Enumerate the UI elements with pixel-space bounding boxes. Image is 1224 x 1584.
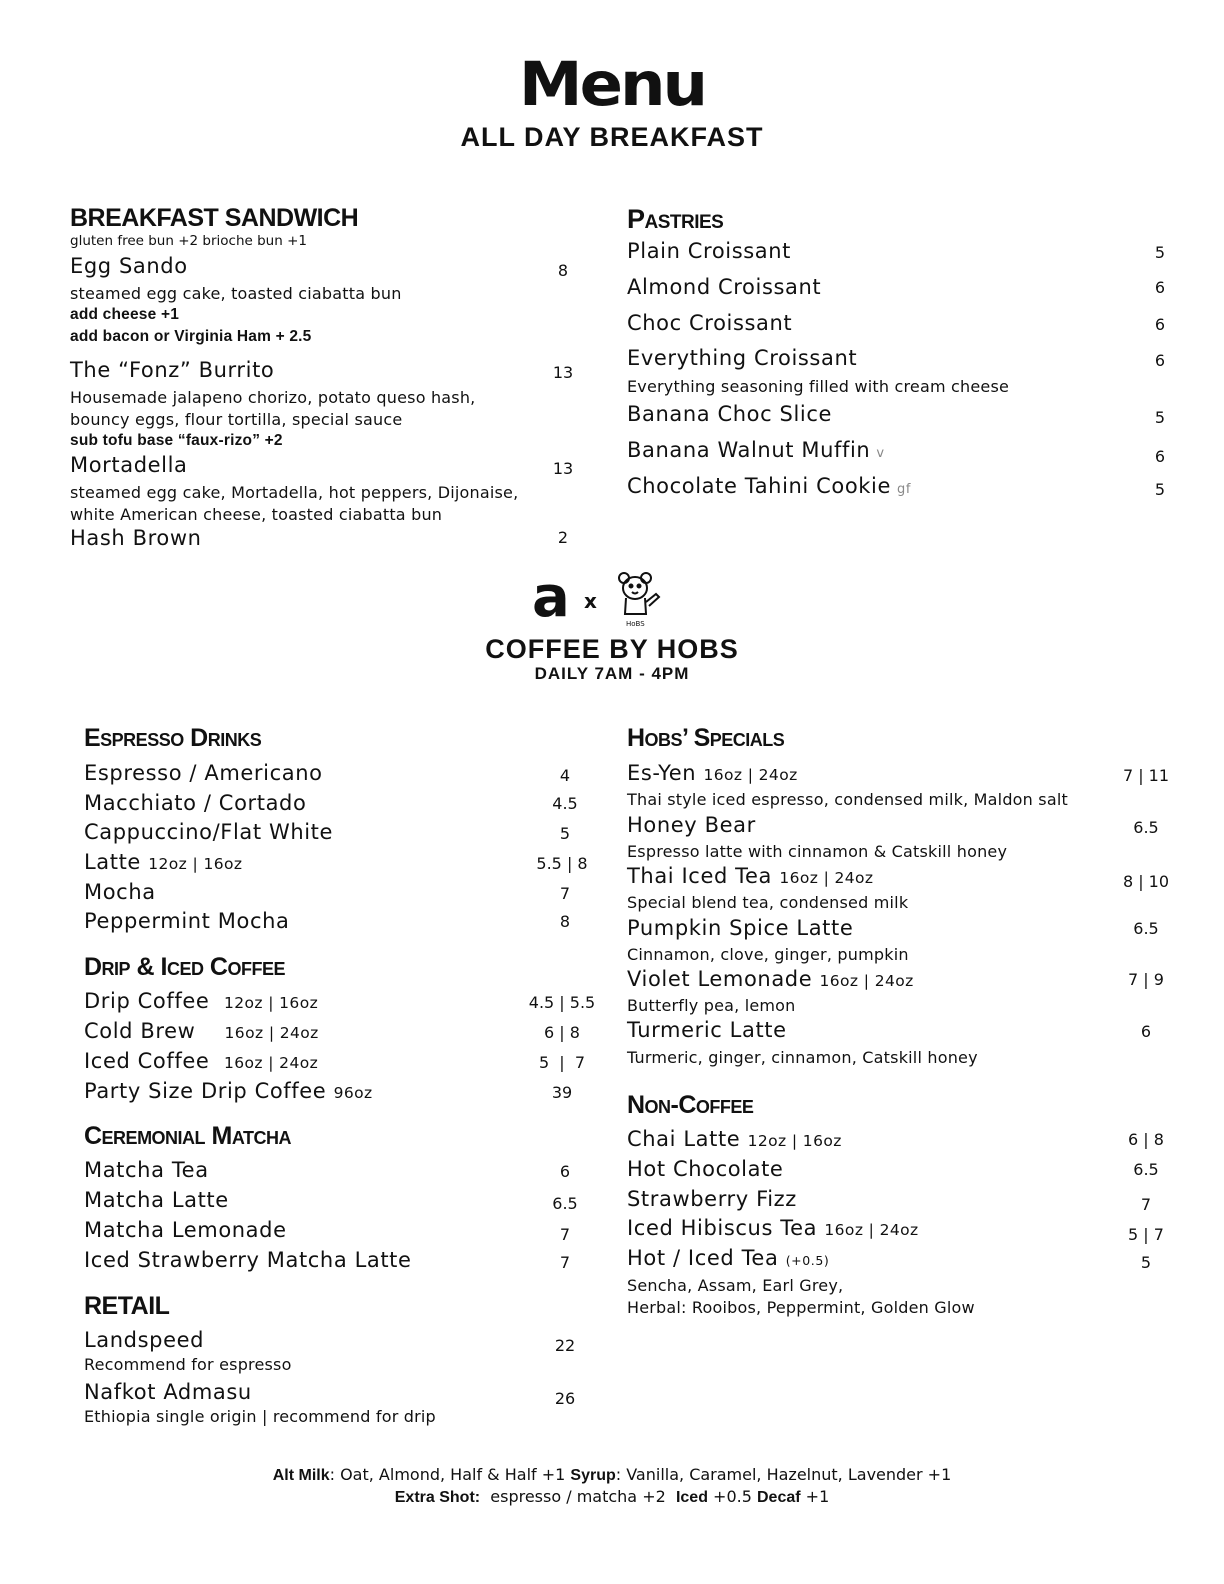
menu-item-price: 13 [552, 459, 574, 478]
menu-item-label: Hot / Iced Tea [627, 1246, 779, 1270]
menu-item-price: 7 | 11 [1122, 766, 1170, 785]
menu-item-price: 6 [559, 1162, 571, 1181]
menu-item-price: 8 | 10 [1122, 872, 1170, 891]
iced-text: +0.5 [707, 1487, 757, 1506]
menu-item-name: Macchiato / Cortado [84, 791, 307, 815]
menu-item-name [627, 967, 914, 991]
collab-x: x [584, 589, 597, 613]
vegan-tag: v [876, 446, 885, 461]
menu-item-name [627, 864, 873, 888]
specials-heading: Hobs’ Specials [627, 724, 785, 752]
menu-item-label: Iced Coffee [84, 1049, 210, 1073]
menu-item-name: Honey Bear [627, 813, 756, 837]
menu-item-name [627, 1246, 829, 1270]
menu-item-price: 5 [1154, 243, 1166, 262]
menu-item-price: 6.5 [1133, 919, 1159, 938]
menu-item-name [627, 1127, 842, 1151]
menu-item-name: Mocha [84, 880, 156, 904]
menu-item-price: 8 [559, 912, 571, 931]
menu-item-description: Everything seasoning filled with cream cheese [627, 377, 1010, 396]
menu-item-size: 16oz | 24oz [223, 1054, 319, 1072]
menu-item-name [627, 438, 885, 462]
menu-item-name: Mortadella [70, 453, 188, 477]
menu-item-size: 16oz | 24oz [824, 1221, 919, 1239]
menu-item-description: steamed egg cake, Mortadella, hot peppers, Dijonaise, [70, 483, 519, 502]
menu-item-size: 16oz | 24oz [224, 1024, 319, 1042]
menu-item-price: 6 [1154, 315, 1166, 334]
menu-item-name: Matcha Lemonade [84, 1218, 287, 1242]
extra-shot-text: espresso / matcha +2 [480, 1487, 676, 1506]
menu-item-price: 6 | 8 [544, 1023, 580, 1042]
menu-item-price: 5 | 7 [1128, 1225, 1164, 1244]
menu-item-price: 6 [1154, 278, 1166, 297]
menu-item-size: 16oz | 24oz [819, 972, 914, 990]
menu-item-label: Banana Walnut Muffin [627, 438, 871, 462]
menu-item-name [627, 761, 798, 785]
menu-item-addon: add bacon or Virginia Ham + 2.5 [70, 328, 312, 345]
footer-addons-line-2 [0, 1487, 1224, 1507]
menu-item-price: 5 | 7 [538, 1053, 586, 1072]
menu-item-price: 6 [1140, 1022, 1152, 1041]
menu-item-size: 12oz | 16oz [747, 1132, 842, 1150]
gluten-free-tag: gf [897, 482, 912, 497]
pastries-heading: Pastries [627, 204, 724, 234]
menu-item-name: Choc Croissant [627, 311, 793, 335]
decaf-text: +1 [800, 1487, 830, 1506]
extra-shot-label: Extra Shot: [394, 1489, 481, 1506]
menu-item-name: Hot Chocolate [627, 1157, 784, 1181]
menu-item-description: Thai style iced espresso, condensed milk, Maldon salt [627, 790, 1068, 809]
menu-item-name [84, 850, 242, 874]
matcha-heading: Ceremonial Matcha [84, 1122, 291, 1150]
menu-item-name: Espresso / Americano [84, 761, 323, 785]
menu-item-description: bouncy eggs, flour tortilla, special sauce [70, 410, 403, 429]
iced-label: Iced [675, 1489, 708, 1506]
menu-item-name: The “Fonz” Burrito [70, 358, 275, 382]
breakfast-heading: BREAKFAST SANDWICH [70, 204, 359, 232]
menu-item-price: 4 [559, 766, 571, 785]
menu-item-price: 7 [559, 1253, 571, 1272]
menu-item-price: 7 [559, 1225, 571, 1244]
menu-item-description: Cinnamon, clove, ginger, pumpkin [627, 945, 909, 964]
menu-item-addon: sub tofu base “faux-rizo” +2 [70, 432, 283, 449]
menu-item-label: Thai Iced Tea [627, 864, 773, 888]
coffee-title: COFFEE BY HOBS [485, 634, 739, 664]
coffee-hours: DAILY 7AM - 4PM [534, 664, 690, 683]
menu-subtitle: ALL DAY BREAKFAST [460, 122, 764, 152]
hobs-logo-text: HoBS [626, 620, 645, 628]
collab-logos [528, 566, 698, 632]
menu-item-price: 6 | 8 [1128, 1130, 1164, 1149]
menu-item-price: 26 [554, 1389, 576, 1408]
menu-item-name: Nafkot Admasu [84, 1380, 252, 1404]
menu-item-size: 96oz [333, 1084, 373, 1102]
menu-item-description: Housemade jalapeno chorizo, potato queso hash, [70, 388, 476, 407]
menu-item-label: Violet Lemonade [627, 967, 813, 991]
menu-item-label: Party Size Drip Coffee [84, 1079, 327, 1103]
menu-item-name: Plain Croissant [627, 239, 791, 263]
menu-item-description: Herbal: Rooibos, Peppermint, Golden Glow [627, 1298, 975, 1317]
menu-item-price: 6 [1154, 447, 1166, 466]
menu-item-price: 8 [557, 261, 569, 280]
footer-addons-line-1 [0, 1465, 1224, 1485]
menu-item-addon: add cheese +1 [70, 306, 180, 323]
menu-item-description: Espresso latte with cinnamon & Catskill honey [627, 842, 1008, 861]
menu-item-label: Chai Latte [627, 1127, 741, 1151]
menu-item-description: Sencha, Assam, Earl Grey, [627, 1276, 844, 1295]
menu-item-name: Everything Croissant [627, 346, 858, 370]
menu-item-label: Chocolate Tahini Cookie [627, 474, 892, 498]
menu-title: Menu [518, 49, 706, 121]
menu-item-price: 4.5 | 5.5 [528, 993, 596, 1012]
menu-item-price: 39 [551, 1083, 573, 1102]
menu-item-price: 7 [559, 884, 571, 903]
menu-item-name [84, 1049, 318, 1073]
menu-item-name [84, 1019, 319, 1043]
menu-item-name: Hash Brown [70, 526, 202, 550]
menu-item-name [627, 1216, 919, 1240]
menu-item-price: 5 [1154, 480, 1166, 499]
menu-item-label: Iced Hibiscus Tea [627, 1216, 818, 1240]
menu-item-description: Recommend for espresso [84, 1355, 292, 1374]
menu-item-description: Ethiopia single origin | recommend for drip [84, 1407, 436, 1426]
decaf-label: Decaf [757, 1489, 801, 1506]
menu-item-name: Matcha Tea [84, 1158, 209, 1182]
menu-item-price: 5 [1154, 408, 1166, 427]
menu-item-price: 22 [554, 1336, 576, 1355]
menu-item-name: Peppermint Mocha [84, 909, 290, 933]
noncoffee-heading: Non-Coffee [627, 1091, 754, 1119]
menu-item-price: 6.5 [552, 1194, 578, 1213]
menu-item-price: 5.5 | 8 [536, 854, 588, 873]
menu-item-name: Cappuccino/Flat White [84, 820, 334, 844]
menu-item-price: 6.5 [1133, 1160, 1159, 1179]
menu-item-extra: (+0.5) [785, 1253, 830, 1268]
menu-item-name: Matcha Latte [84, 1188, 229, 1212]
hobs-bear-logo [619, 573, 659, 614]
menu-item-label: Latte [84, 850, 141, 874]
alt-milk-label: Alt Milk [272, 1467, 330, 1484]
menu-item-description: Turmeric, ginger, cinnamon, Catskill honey [627, 1048, 978, 1067]
menu-item-size: 12oz | 16oz [148, 855, 243, 873]
menu-item-description: steamed egg cake, toasted ciabatta bun [70, 284, 402, 303]
menu-item-size: 12oz | 16oz [223, 994, 319, 1012]
menu-item-label: Es-Yen [627, 761, 697, 785]
menu-item-label: Drip Coffee [84, 989, 210, 1013]
menu-item-price: 13 [552, 363, 574, 382]
menu-item-name: Turmeric Latte [627, 1018, 787, 1042]
drip-heading: Drip & Iced Coffee [84, 953, 285, 981]
breakfast-bun-note: gluten free bun +2 brioche bun +1 [70, 233, 307, 249]
menu-item-price: 6 [1154, 351, 1166, 370]
syrup-text: : Vanilla, Caramel, Hazelnut, Lavender +1 [615, 1465, 952, 1484]
menu-item-name: Strawberry Fizz [627, 1187, 797, 1211]
menu-item-name [627, 474, 911, 498]
menu-item-description: Butterfly pea, lemon [627, 996, 796, 1015]
menu-item-name: Almond Croissant [627, 275, 822, 299]
menu-item-size: 16oz | 24oz [779, 869, 874, 887]
a-logo: a [532, 566, 570, 630]
menu-item-name [84, 1079, 373, 1103]
espresso-heading: Espresso Drinks [84, 724, 262, 752]
menu-item-price: 5 [1140, 1253, 1152, 1272]
menu-item-name: Landspeed [84, 1328, 205, 1352]
menu-item-price: 5 [559, 824, 571, 843]
menu-item-price: 4.5 [552, 794, 578, 813]
menu-item-price: 2 [557, 528, 569, 547]
alt-milk-text: : Oat, Almond, Half & Half +1 [329, 1465, 571, 1484]
menu-item-name: Pumpkin Spice Latte [627, 916, 854, 940]
syrup-label: Syrup [570, 1467, 616, 1484]
menu-item-description: Special blend tea, condensed milk [627, 893, 909, 912]
menu-item-description: white American cheese, toasted ciabatta bun [70, 505, 443, 524]
menu-item-price: 6.5 [1133, 818, 1159, 837]
menu-item-price: 7 | 9 [1128, 970, 1164, 989]
menu-item-label: Cold Brew [84, 1019, 196, 1043]
menu-item-name: Banana Choc Slice [627, 402, 833, 426]
menu-item-size: 16oz | 24oz [703, 766, 798, 784]
menu-item-name: Iced Strawberry Matcha Latte [84, 1248, 412, 1272]
menu-item-name [84, 989, 318, 1013]
menu-item-name: Egg Sando [70, 254, 188, 278]
menu-item-price: 7 [1140, 1195, 1152, 1214]
retail-heading: RETAIL [84, 1292, 170, 1320]
collab-logo-graphic [528, 566, 698, 632]
